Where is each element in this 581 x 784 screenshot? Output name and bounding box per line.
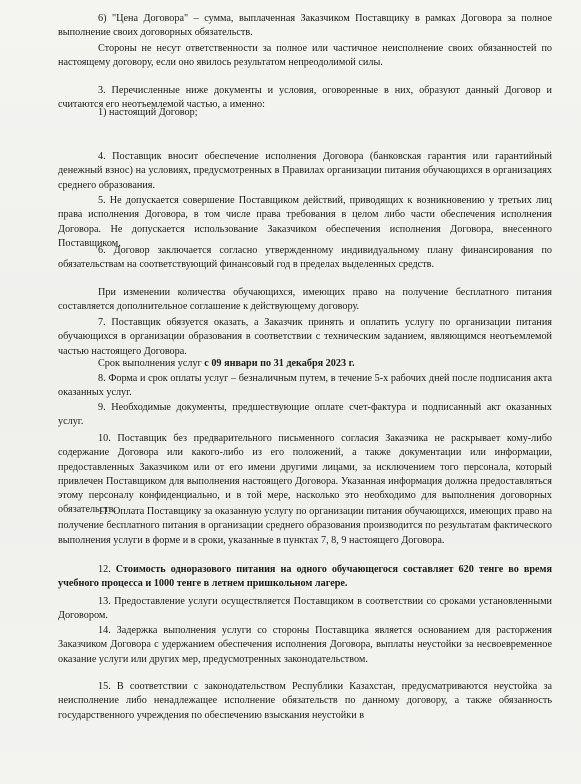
paragraph-10: 10. Поставщик без предварительного письменного согласия Заказчика не раскрывает кому-либо содержание Договора или какого-либо из его положений, а также документации или информации, предоставленных Заказчиком или от его имени другими лицами, за исключением того персонала, который привлечен Поставщиком для выполнения настоящего Договора. Указанная информация должна предоставляться этому персоналу конфиденциально, и в той мере, насколько это необходимо для выполнения договорных обязательств. xyxy=(58,433,552,516)
paragraph-students-change: При изменении количества обучающихся, имеющих право на получение бесплатного питания составляется дополнительное соглашение к действующему договору. xyxy=(58,287,552,313)
paragraph-7: 7. Поставщик обязуется оказать, а Заказчик принять и оплатить услугу по организации питания обучающихся в организации образования в соответствии с техническим заданием, являющимся неотъемлемой частью настоящего Договора. xyxy=(58,317,552,357)
paragraph-3-item-1: 1) настоящий Договор; xyxy=(98,107,198,118)
paragraph-8: 8. Форма и срок оплаты услуг – безналичным путем, в течение 5-х рабочих дней после подписания акта оказанных услуг. xyxy=(58,373,552,399)
meal-cost-statement: Стоимость одноразового питания на одного обучающегося составляет 620 тенге во время учебного процесса и 1000 тенге в летнем пришкольном лагере. xyxy=(58,564,552,590)
service-term-label: Срок выполнения услуг xyxy=(98,358,205,369)
service-term-dates: с 09 январи по 31 декабря 2023 г. xyxy=(204,358,355,369)
paragraph-4: 4. Поставщик вносит обеспечение исполнения Договора (банковская гарантия или гарантийный денежный взнос) на условиях, предусмотренных в Правилах организации питания обучающихся в организациях среднего образования. xyxy=(58,151,552,191)
paragraph-5: 5. Не допускается совершение Поставщиком действий, приводящих к возникновению у третьих лиц права исполнения Договора, в том числе права требования в целом либо части обеспечения исполнения Договора. Не допускается использование Заказчиком обеспечения исполнения Договора, внесенного Поставщиком. xyxy=(58,195,552,249)
paragraph-12 xyxy=(58,563,552,592)
paragraph-6-contract-price: 6) "Цена Договора" – сумма, выплаченная Заказчиком Поставщику в рамках Договора за полное выполнение своих договорных обязательств. xyxy=(58,13,552,39)
paragraph-3: 3. Перечисленные ниже документы и условия, оговоренные в них, образуют данный Договор и считаются его неотъемлемой частью, а именно: xyxy=(58,85,552,111)
paragraph-12-number: 12. xyxy=(98,564,116,575)
paragraph-6: 6. Договор заключается согласно утвержденному индивидуальному плану финансирования по обязательствам на соответствующий финансовый год в пределах выделенных средств. xyxy=(58,245,552,271)
paragraph-14: 14. Задержка выполнения услуги со стороны Поставщика является основанием для расторжения Заказчиком Договора с удержанием обеспечения исполнения Договора, выплаты неустойки за несвоевременное оказание услуги или других мер, предусмотренных законодательством. xyxy=(58,625,552,665)
paragraph-service-term xyxy=(58,357,552,371)
paragraph-force-majeure: Стороны не несут ответственности за полное или частичное неисполнение своих обязанностей по настоящему договору, если оно явилось результатом непреодолимой силы. xyxy=(58,43,552,69)
paragraph-9: 9. Необходимые документы, предшествующие оплате счет-фактура и подписанный акт оказанных услуг. xyxy=(58,402,552,428)
paragraph-15: 15. В соответствии с законодательством Республики Казахстан, предусматриваются неустойка за неисполнение либо ненадлежащее исполнение обязательств по данному договору, а также обязанность государственного учреждения по обеспечению взыскания неустойки в xyxy=(58,681,552,721)
paragraph-11: 11. Оплата Поставщику за оказанную услугу по организации питания обучающихся, имеющих право на получение бесплатного питания в организации среднего образования производится по результатам фактического выполнения услуги в форме и в сроки, указанные в пунктах 7, 8, 9 настоящего Договора. xyxy=(58,506,552,546)
paragraph-13: 13. Предоставление услуги осуществляется Поставщиком в соответствии со сроками установленными Договором. xyxy=(58,596,552,622)
